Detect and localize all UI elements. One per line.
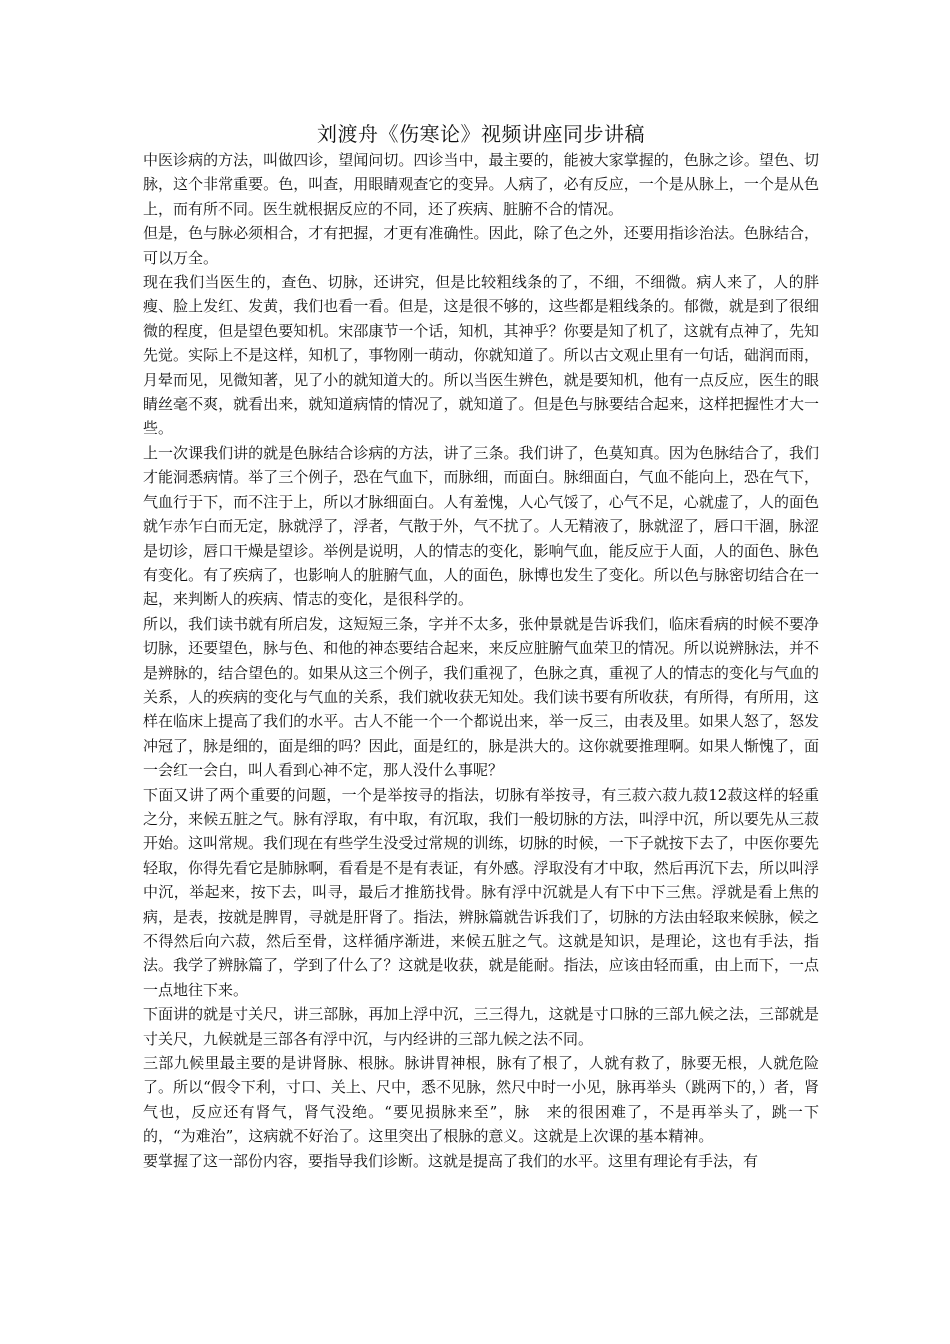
document-body bbox=[143, 120, 819, 1173]
paragraph-5: 所以，我们读书就有所启发，这短短三条，字并不太多，张仲景就是告诉我们，临床看病的时候不要净切脉，还要望色，脉与色、和他的神态要结合起来，来反应脏腑气血荣卫的情况。所以说辨脉法，并不是辨脉的，结合望色的。如果从这三个例子，我们重视了，色脉之真，重视了人的情志的变化与气血的关系，人的疾病的变化与气血的关系，我们就收获无知处。我们读书要有所收获，有所得，有所用，这样在临床上提高了我们的水平。古人不能一个一个都说出来，举一反三，由表及里。如果人怒了，怒发冲冠了，脉是细的，面是细的吗？因此，面是红的，脉是洪大的。这你就要推理啊。如果人惭愧了，面一会红一会白，叫人看到心神不定，那人没什么事呢？ bbox=[143, 614, 819, 780]
paragraph-3: 现在我们当医生的，查色、切脉，还讲究，但是比较粗线条的了，不细，不细微。病人来了，人的胖瘦、脸上发红、发黄，我们也看一看。但是，这是很不够的，这些都是粗线条的。郁微，就是到了很细微的程度，但是望色要知机。宋邵康节一个话，知机，其神乎？你要是知了机了，这就有点神了，先知先觉。实际上不是这样，知机了，事物刚一萌动，你就知道了。所以古文观止里有一句话，础润而雨，月晕而见，见微知著，见了小的就知道大的。所以当医生辨色，就是要知机，他有一点反应，医生的眼睛丝毫不爽，就看出来，就知道病情的情况了，就知道了。但是色与脉要结合起来，这样把握性才大一些。 bbox=[143, 273, 819, 438]
paragraph-8: 三部九候里最主要的是讲肾脉、根脉。脉讲胃神根，脉有了根了，人就有救了，脉要无根，人就危险了。所以“假令下利，寸口、关上、尺中，悉不见脉，然尺中时一小见，脉再举头（跳两下的，）者，肾气也，反应还有肾气，肾气没绝。“要见损脉来至”，脉 来的很困难了，不是再举头了，跳一下的，“为难治”，这病就不好治了。这里突出了根脉的意义。这就是上次课的基本精神。 bbox=[143, 1054, 819, 1146]
paragraph-9: 要掌握了这一部份内容，要指导我们诊断。这就是提高了我们的水平。这里有理论有手法，有 bbox=[143, 1151, 759, 1170]
paragraph-7: 下面讲的就是寸关尺，讲三部脉，再加上浮中沉，三三得九，这就是寸口脉的三部九候之法，三部就是寸关尺，九候就是三部各有浮中沉，与内经讲的三部九候之法不同。 bbox=[143, 1005, 819, 1048]
document-title: 刘渡舟《伤寒论》视频讲座同步讲稿 bbox=[317, 122, 645, 146]
paragraph-4: 上一次课我们讲的就是色脉结合诊病的方法，讲了三条。我们讲了，色莫知真。因为色脉结合了，我们才能洞悉病情。举了三个例子，恐在气血下，而脉细，而面白。脉细面白，气血不能向上，恐在气下，气血行于下，而不注于上，所以才脉细面白。人有羞愧，人心气馁了，心气不足，心就虚了，人的面色就乍赤乍白而无定，脉就浮了，浮者，气散于外，气不扰了。人无精液了，脉就涩了，唇口干涸，脉涩是切诊，唇口干燥是望诊。举例是说明，人的情志的变化，影响气血，能反应于人面，人的面色、脉色有变化。有了疾病了，也影响人的脏腑气血，人的面色，脉博也发生了变化。所以色与脉密切结合在一起，来判断人的疾病、情志的变化，是很科学的。 bbox=[143, 443, 819, 609]
paragraph-1: 中医诊病的方法，叫做四诊，望闻问切。四诊当中，最主要的，能被大家掌握的，色脉之诊。望色、切脉，这个非常重要。色，叫查，用眼睛观查它的变异。人病了，必有反应，一个是从脉上，一个是从色上，而有所不同。医生就根据反应的不同，还了疾病、脏腑不合的情况。 bbox=[143, 151, 819, 218]
paragraph-2: 但是，色与脉必须相合，才有把握，才更有准确性。因此，除了色之外，还要用指诊治法。色脉结合，可以万全。 bbox=[143, 224, 819, 267]
paragraph-6: 下面又讲了两个重要的问题，一个是举按寻的指法，切脉有举按寻，有三菽六菽九菽12菽这样的轻重之分，来候五脏之气。脉有浮取，有中取，有沉取，我们一般切脉的方法，叫浮中沉，所以要先从三菽开始。这叫常规。我们现在有些学生没受过常规的训练，切脉的时候，一下子就按下去了，中医你要先轻取，你得先看它是肺脉啊，看看是不是有表证，有外感。浮取没有才中取，然后再沉下去，所以叫浮中沉，举起来，按下去，叫寻，最后才推筋找骨。脉有浮中沉就是人有下中下三焦。浮就是看上焦的病，是表，按就是脾胃，寻就是肝肾了。指法，辨脉篇就告诉我们了，切脉的方法由轻取来候脉，候之不得然后向六菽，然后至骨，这样循序渐进，来候五脏之气。这就是知识，是理论，这也有手法，指法。我学了辨脉篇了，学到了什么了？这就是收获，就是能耐。指法，应该由轻而重，由上而下，一点一点地往下来。 bbox=[143, 785, 819, 999]
